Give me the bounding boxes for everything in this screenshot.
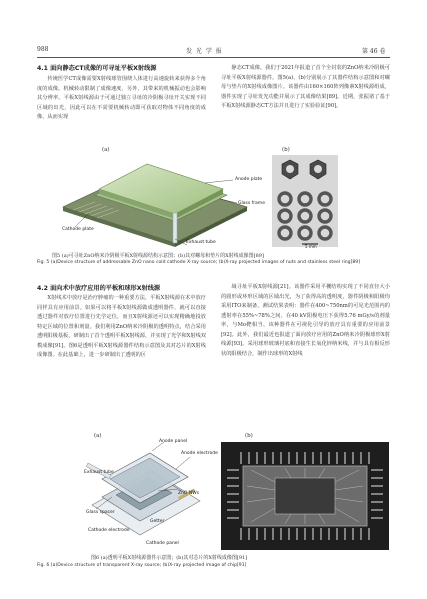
figure6-sublabel-b: (b) — [245, 433, 253, 439]
figure5b-xray-image — [272, 155, 338, 247]
journal-name: 发 光 学 报 — [186, 48, 223, 55]
label-cathode-plate: Cathode plate — [62, 227, 94, 232]
label-zno-nws: ZnO NWs — [178, 491, 200, 496]
figure6b-chip-xray-image — [221, 442, 389, 550]
figure5-caption-en: Fig. 5 (a)Device structure of addressable ZnO nano cold cathode X-ray source; (b)X-ray projected images of nuts and stainless steel ring[89] — [37, 260, 361, 265]
section-4-1-left-text: 传统医学CT成像需要X射线球管围绕人体进行高速旋转来获得多个角度的成像。机械转动限制了成像速度、另外，其带来的机械振动也会影响其分辨率。平板X射线源由于可通过独立寻址的冷阴极寻址开关实现不同区域的出光，因此可以在不需要机械转动即可获取对物体不同角度的成像，从而实现 — [37, 76, 206, 121]
header-rule — [37, 57, 390, 58]
figure5-sublabel-b: (b) — [282, 147, 290, 153]
figure6-sublabel-a: (a) — [94, 433, 102, 439]
label-glass-frame: Glass frame — [238, 201, 265, 206]
section-title-4-1: 4.1 面向静态CT成像的可寻址平板X射线源 — [37, 65, 157, 72]
section-4-1-right-text: 静态CT成像。我们于2021年报道了首个全封装的ZnO纳米冷阴极可寻址平板X射线源器件，图5(a)、(b)分别展示了其器件结构示意图和对螺母与垫片的X射线成像图片。该器件由160×160阵列像素X射线源组成，器件实现了寻址发光功能并展示了其成像结果[89]。近期，张振诸了基于平板X射线源静态CT方法并且进行了实验验证[90]。 — [221, 65, 390, 110]
label-anode-plate: Anode plate — [235, 177, 263, 182]
section-4-2-left-text: X射线术中放疗是治疗肿瘤的一种重要方法，平板X射线源在术中放疗同样具有应用前景。如果可以将平板X射线源做成透明器件，就可以直接透过器件对放疗位置进行先学定位，而且X射线源还可以实现精确地投放特定区域的位置和剂量。我们利用ZnO纳米冷阴极的透明特点，结合采用透明阳极基板，研制出了首个透明平板X射线源，并实现了光学和X射线双模成像[91]。图6是透明平板X射线源器件结构示意图及其对芯片的X射线成像图。在此基础上，进一步研制出了透明的区 — [37, 295, 206, 359]
label-glass-spacer: Glass spacer — [86, 510, 115, 515]
scale-bar-label: 5 mm — [305, 244, 317, 249]
label-exhaust-tube-6: Exhaust tube — [84, 470, 114, 475]
label-getter: Getter — [150, 519, 165, 524]
section-title-4-2: 4.2 面向术中放疗应用的平板和球形X射线源 — [37, 285, 161, 292]
label-cathode-electrode: Cathode electrode — [88, 528, 130, 533]
volume-label: 第 46 卷 — [362, 48, 386, 55]
label-anode-panel: Anode panel — [159, 439, 188, 444]
figure5a-device-illustration — [55, 155, 255, 247]
figure5-sublabel-a: (a) — [102, 147, 110, 153]
label-exhaust-tube: Exhaust tube — [186, 240, 216, 245]
figure5-caption-cn: 图5 (a)可寻址ZnO纳米冷阴极平板X射线源结构示意图；(b)其对螺母和垫片的X射线成像图[89] — [52, 253, 264, 259]
label-anode-electrode: Anode electrode — [181, 451, 218, 456]
figure6-caption-en: Fig. 6 (a)Device structure of transparent X-ray source; (b)X-ray projected image of chip[91] — [37, 563, 247, 568]
label-cathode-panel: Cathode panel — [146, 541, 179, 546]
page-number: 988 — [37, 46, 49, 53]
figure6-caption-cn: 图6 (a)透明平板X射线源器件示意图；(b)其对芯片的X射线成像图[91] — [91, 555, 248, 561]
section-4-2-right-text: 域寻址平板X射线源[21]。该器件采用平栅结构实现了不同直径大小的圆形或环形区域的区域出光，为了获得高的透明度，器件阴极和阳极均采用ITO来制备，测试结果表明：器件在400~750nm的可见光范围内的透射率在55%~78%之间，在40 kV阳极电压下获得5.76 mGy/s的剂量率，与Mo靶相当。该种器件在可视化引导的放疗具有重要的应用前景[92]。此外，我们最近也报道了面向放疗应用的ZnO纳米冷阴极球形X射线源[93]。采用球形玻璃衬底和直接生长氧化锌纳米线，并与具有相反形状的阳极结合，制作出球形的X射线 — [221, 284, 390, 357]
